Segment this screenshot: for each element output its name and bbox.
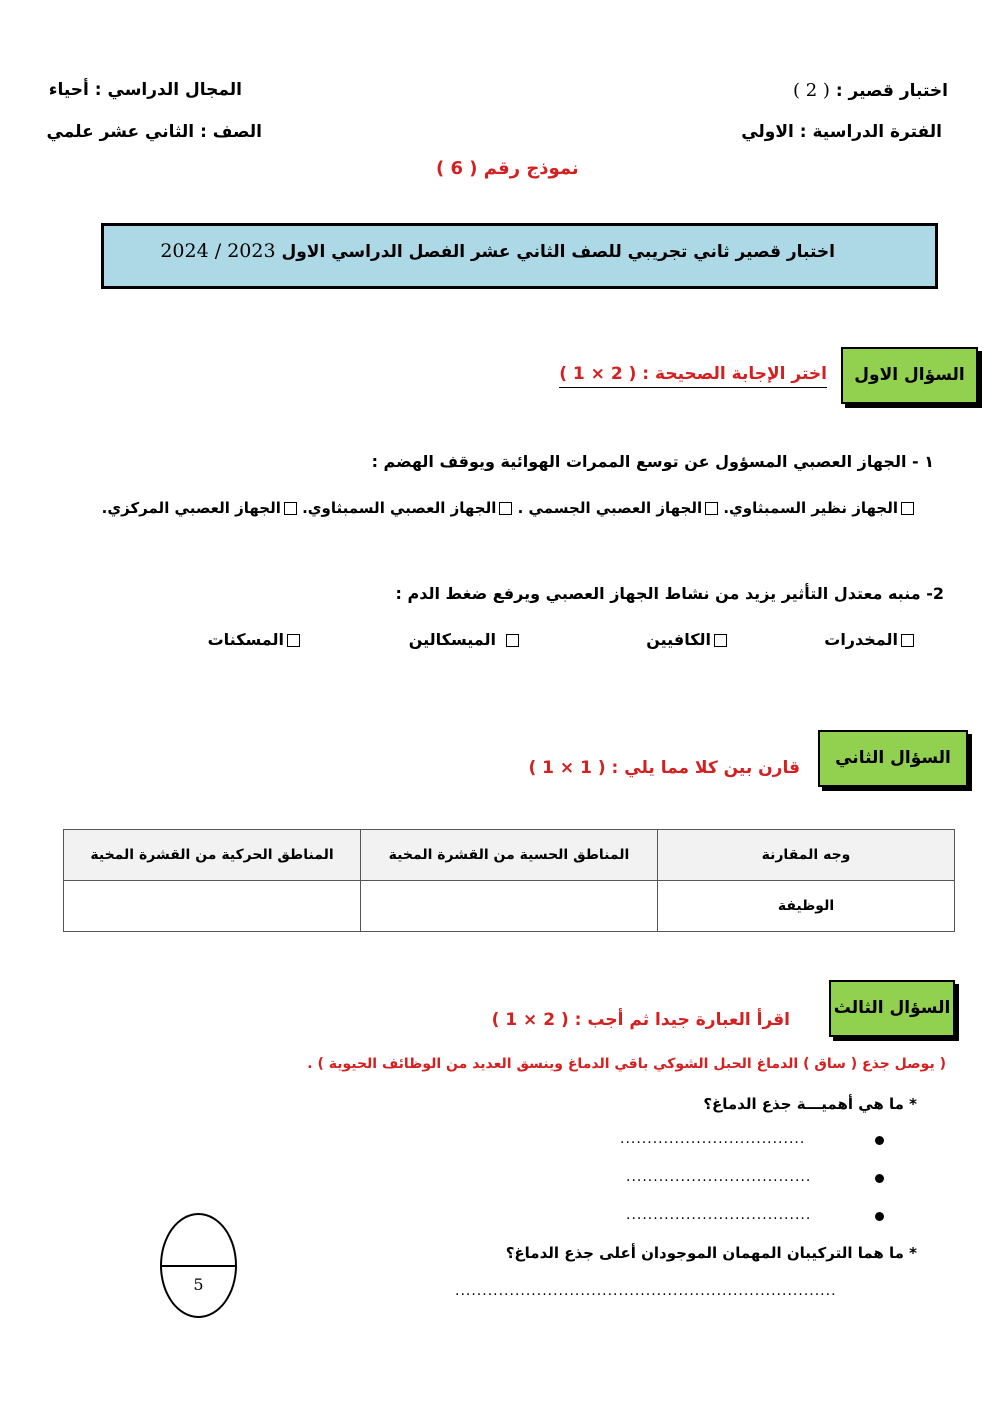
table-header-aspect: وجه المقارنة <box>658 830 955 881</box>
q3-question1: * ما هي أهميـــة جذع الدماغ؟ <box>703 1095 917 1113</box>
q1-item1-option-d[interactable]: الجهاز العصبي المركزي. <box>102 499 297 517</box>
table-header-sensory: المناطق الحسية من القشرة المخية <box>361 830 658 881</box>
checkbox[interactable] <box>901 634 914 647</box>
quiz-label: اختبار قصير : <box>835 81 948 101</box>
bullet-icon <box>875 1174 884 1183</box>
page-number: 5 <box>193 1275 204 1294</box>
model-number: نموذج رقم ( 6 ) <box>436 158 579 179</box>
table-header-motor: المناطق الحركية من القشرة المخية <box>64 830 361 881</box>
q3-statement: ( يوصل جذع ( ساق ) الدماغ الحبل الشوكي باقي الدماغ وينسق العديد من الوظائف الحيوية ) . <box>307 1056 946 1072</box>
circle-divider <box>162 1265 235 1267</box>
q1-item1-option-b[interactable]: الجهاز العصبي الجسمي . <box>518 499 719 517</box>
q1-item1-option-a[interactable]: الجهاز نظير السمبثاوي. <box>723 499 914 517</box>
checkbox[interactable] <box>499 502 512 515</box>
title-banner <box>101 223 938 289</box>
quiz-number: ( 2 ) <box>792 80 830 101</box>
q3-question2: * ما هما التركيبان المهمان الموجودان أعلى جذع الدماغ؟ <box>505 1244 917 1262</box>
question2-box: السؤال الثاني <box>818 730 968 787</box>
period-line: الفترة الدراسية : الاولي <box>741 122 942 142</box>
page-number-circle <box>160 1213 237 1318</box>
answer-cell-motor[interactable] <box>64 881 361 932</box>
answer-cell-sensory[interactable] <box>361 881 658 932</box>
answer-line-3[interactable]: .................................. <box>626 1207 812 1223</box>
grade-label: الصف : <box>200 122 262 142</box>
q1-item2-option-d[interactable]: المسكنات <box>208 630 300 649</box>
q1-item2-option-c[interactable]: الميسكالين <box>409 630 519 649</box>
q1-item1-option-c[interactable]: الجهاز العصبي السمبثاوي. <box>302 499 512 517</box>
answer-line-2[interactable]: .................................. <box>626 1169 812 1185</box>
checkbox[interactable] <box>714 634 727 647</box>
subject-line <box>49 80 242 100</box>
table-row-label: الوظيفة <box>658 881 955 932</box>
comparison-table <box>63 829 955 932</box>
checkbox[interactable] <box>284 502 297 515</box>
q1-item2-stem: 2- منبه معتدل التأثير يزيد من نشاط الجهاز العصبي ويرفع ضغط الدم : <box>395 584 944 603</box>
banner-text: اختبار قصير ثاني تجريبي للصف الثاني عشر الفصل الدراسي الاول <box>281 242 835 262</box>
grade-value: الثاني عشر علمي <box>46 122 195 142</box>
banner-year: 2023 / 2024 <box>160 240 276 262</box>
subject-value: أحياء <box>48 80 89 100</box>
q1-item1-options <box>102 499 914 517</box>
q1-item2-option-a[interactable]: المخدرات <box>824 630 914 649</box>
question2-title: قارن بين كلا مما يلي : ( 1 × 1 ) <box>528 758 800 778</box>
answer-line-4[interactable]: ...................................................................... <box>455 1283 837 1299</box>
question1-box: السؤال الاول <box>841 347 978 404</box>
checkbox[interactable] <box>901 502 914 515</box>
grade-line <box>47 122 262 142</box>
checkbox[interactable] <box>287 634 300 647</box>
bullet-icon <box>875 1212 884 1221</box>
subject-label: المجال الدراسي : <box>94 80 242 100</box>
question1-title: اختر الإجابة الصحيحة : ( 2 × 1 ) <box>559 364 827 388</box>
question3-box: السؤال الثالث <box>829 980 955 1037</box>
quiz-number-line <box>793 80 948 101</box>
q1-item2-option-b[interactable]: الكافيين <box>646 630 727 649</box>
bullet-icon <box>875 1136 884 1145</box>
checkbox[interactable] <box>506 634 519 647</box>
checkbox[interactable] <box>705 502 718 515</box>
table-row <box>64 881 955 932</box>
question3-title: اقرأ العبارة جيدا ثم أجب : ( 2 × 1 ) <box>491 1010 790 1030</box>
table-header-row <box>64 830 955 881</box>
q1-item1-stem: ١ - الجهاز العصبي المسؤول عن توسع الممرات الهوائية ويوقف الهضم : <box>371 452 934 471</box>
banner-title <box>160 240 835 262</box>
answer-line-1[interactable]: .................................. <box>620 1131 806 1147</box>
